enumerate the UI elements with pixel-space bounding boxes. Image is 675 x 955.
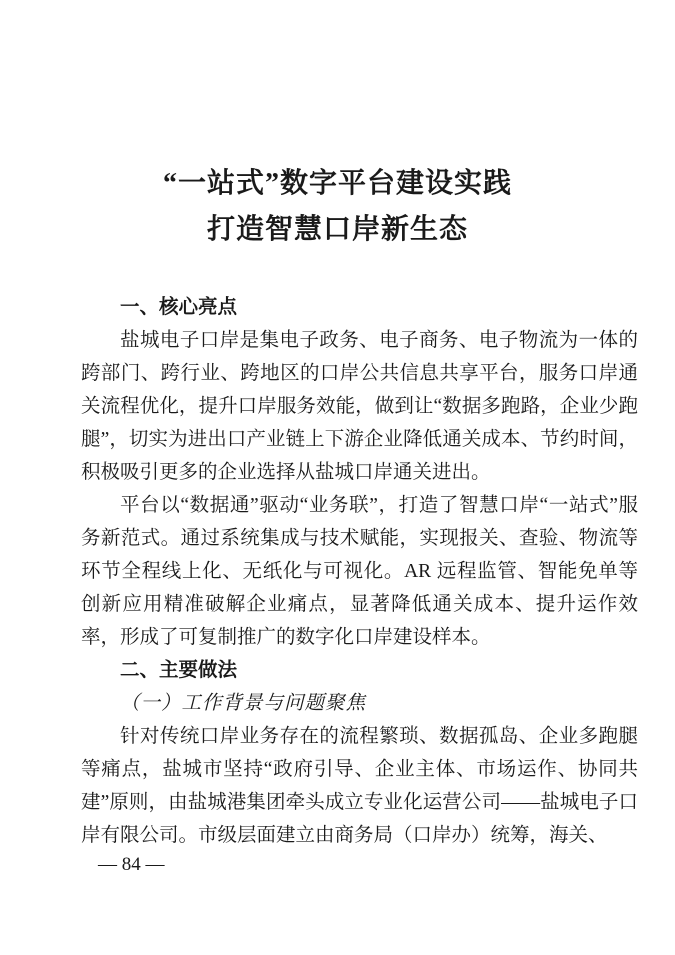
page-number: — 84 — [98, 854, 165, 875]
paragraph-platform-paradigm: 平台以“数据通”驱动“业务联”，打造了智慧口岸“一站式”服务新范式。通过系统集成与技术赋能，实现报关、查验、物流等环节全程线上化、无纸化与可视化。AR 远程监管、智能免单等创新应用精准破解企业痛点，显著降低通关成本、提升运作效率，形成了可复制推广的数字化口岸建设样本。 [81, 495, 638, 648]
subsection-heading-background-focus: （一）工作背景与问题聚焦 [120, 693, 367, 714]
document-body [81, 291, 638, 852]
document-title [0, 161, 675, 253]
title-line-1: “一站式”数字平台建设实践 [162, 168, 512, 199]
paragraph-platform-overview: 盐城电子口岸是集电子政务、电子商务、电子物流为一体的跨部门、跨行业、跨地区的口岸公共信息共享平台，服务口岸通关流程优化，提升口岸服务效能，做到让“数据多跑路，企业少跑腿”，切实为进出口产业链上下游企业降低通关成本、节约时间，积极吸引更多的企业选择从盐城口岸通关进出。 [81, 330, 638, 483]
paragraph-background-focus: 针对传统口岸业务存在的流程繁琐、数据孤岛、企业多跑腿等痛点，盐城市坚持“政府引导、企业主体、市场运作、协同共建”原则，由盐城港集团牵头成立专业化运营公司——盐城电子口岸有限公司。市级层面建立由商务局（口岸办）统筹，海关、 [81, 726, 638, 846]
section-heading-main-practices: 二、主要做法 [120, 659, 238, 681]
title-line-2: 打造智慧口岸新生态 [206, 214, 468, 245]
section-heading-core-highlights: 一、核心亮点 [120, 296, 238, 318]
